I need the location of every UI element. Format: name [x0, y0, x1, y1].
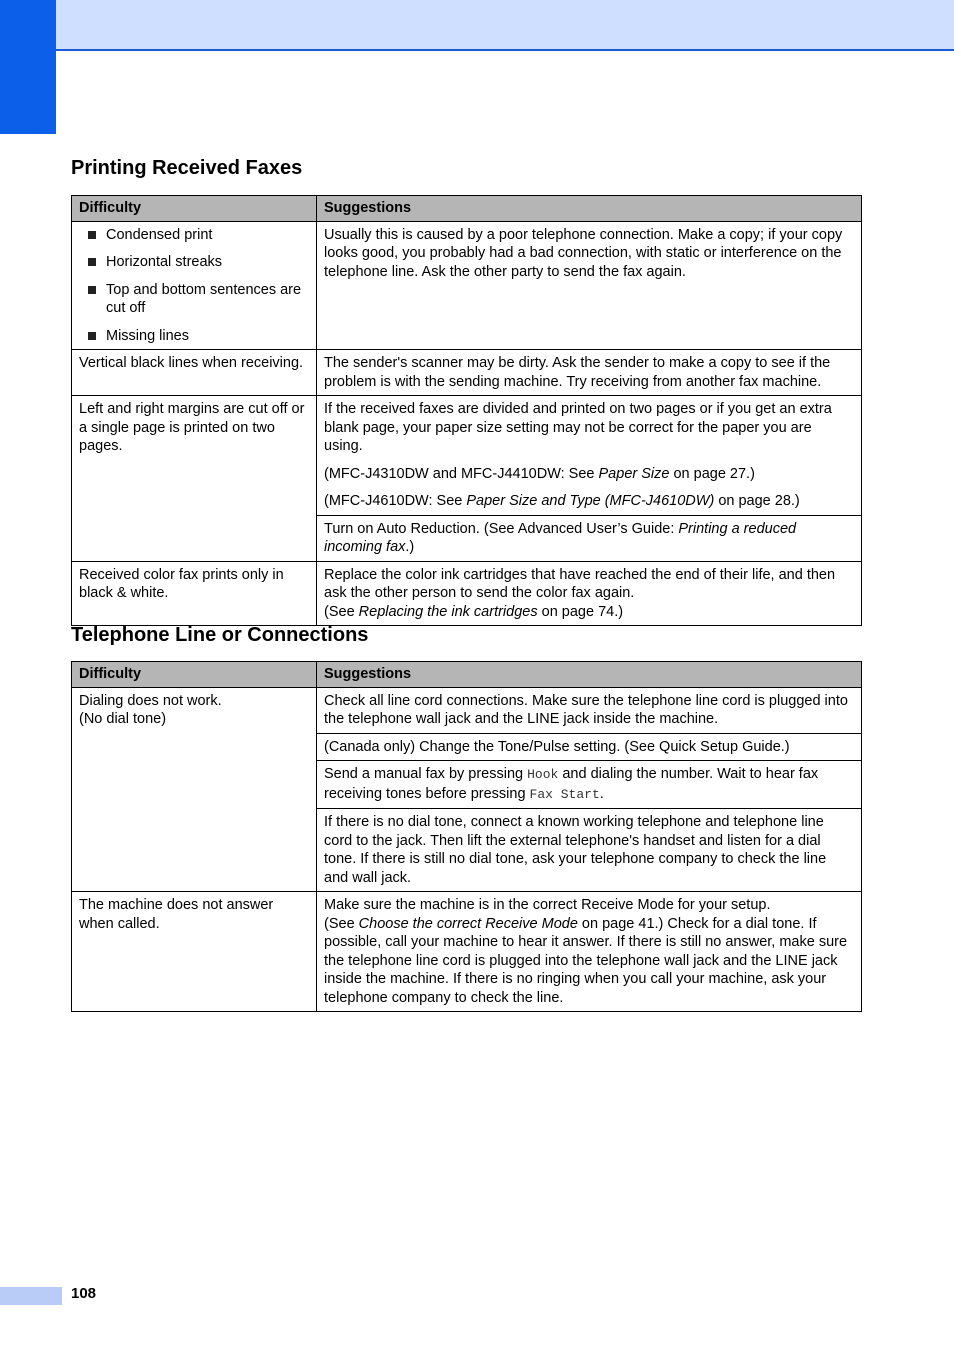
suggestion-cell: Usually this is caused by a poor telephone connection. Make a copy; if your copy looks good, you probably had a bad connection, with static or interference on the telephone line. Ask the other party to send the fax again.	[317, 221, 862, 350]
suggestion-cell: Make sure the machine is in the correct Receive Mode for your setup. (See Choose the correct Receive Mode on page 41.) Check for a dial tone. If possible, call your machine to hear it answer. If there is still no answer, make sure the telephone line cord is plugged into the telephone wall jack and the LINE jack inside the machine. If there is no ringing when you call your machine, ask your telephone company to check the line.	[317, 892, 862, 1012]
table-header-row	[72, 662, 862, 688]
cross-reference: Printing a reduced incoming fax	[324, 520, 797, 555]
column-header-suggestions: Suggestions	[317, 662, 862, 688]
table-row	[72, 892, 862, 1012]
suggestion-cell: If there is no dial tone, connect a known working telephone and telephone line cord to the jack. Then lift the external telephone's handset and listen for a dial tone. If there is still no dial tone, ask your telephone company to check the line and wall jack.	[317, 809, 862, 892]
square-bullet-icon	[88, 286, 96, 294]
suggestion-cell: Turn on Auto Reduction. (See Advanced User’s Guide: Printing a reduced incoming fax.)	[317, 515, 862, 561]
list-item: Condensed print	[79, 226, 309, 245]
table-row	[72, 221, 862, 350]
difficulty-cell: Vertical black lines when receiving.	[72, 350, 317, 396]
difficulty-cell: Left and right margins are cut off or a single page is printed on two pages.	[72, 396, 317, 562]
table-row	[72, 350, 862, 396]
suggestion-cell: Check all line cord connections. Make sure the telephone line cord is plugged into the telephone wall jack and the LINE jack inside the machine.	[317, 687, 862, 733]
key-label-fax-start: Fax Start	[529, 786, 600, 802]
chapter-tab	[0, 0, 56, 134]
column-header-difficulty: Difficulty	[72, 196, 317, 222]
difficulty-cell: Received color fax prints only in black & white.	[72, 561, 317, 626]
square-bullet-icon	[88, 231, 96, 239]
list-item: Top and bottom sentences are cut off	[79, 281, 309, 318]
header-band	[0, 0, 954, 51]
suggestion-cell: (Canada only) Change the Tone/Pulse setting. (See Quick Setup Guide.)	[317, 733, 862, 761]
column-header-difficulty: Difficulty	[72, 662, 317, 688]
difficulty-cell: Dialing does not work. (No dial tone)	[72, 687, 317, 892]
suggestion-cell: The sender's scanner may be dirty. Ask the sender to make a copy to see if the problem is with the sending machine. Try receiving from another fax machine.	[317, 350, 862, 396]
cross-reference: Paper Size and Type (MFC-J4610DW)	[466, 493, 715, 509]
section-title-printing: Printing Received Faxes	[71, 157, 303, 179]
table-row	[72, 561, 862, 626]
cross-reference: Paper Size	[598, 465, 670, 482]
table-telephone-line	[71, 661, 862, 1012]
list-item: Missing lines	[79, 327, 309, 346]
difficulty-cell	[72, 221, 317, 350]
column-header-suggestions: Suggestions	[317, 196, 862, 222]
square-bullet-icon	[88, 332, 96, 340]
suggestion-cell: Replace the color ink cartridges that have reached the end of their life, and then ask the other person to send the color fax again. (See Replacing the ink cartridges on page 74.)	[317, 561, 862, 626]
difficulty-cell: The machine does not answer when called.	[72, 892, 317, 1012]
cross-reference: Choose the correct Receive Mode	[358, 915, 578, 932]
difficulty-list	[79, 226, 309, 346]
key-label-hook: Hook	[527, 767, 559, 782]
page-number-band	[0, 1287, 62, 1305]
suggestion-cell: Send a manual fax by pressing Hook and dialing the number. Wait to hear fax receiving tones before pressing Fax Start.	[317, 761, 862, 809]
table-printing-received-faxes	[71, 195, 862, 626]
table-row	[72, 687, 862, 733]
section-title-telephone: Telephone Line or Connections	[71, 624, 369, 646]
table-header-row	[72, 196, 862, 222]
suggestion-cell: If the received faxes are divided and printed on two pages or if you get an extra blank page, your paper size setting may not be correct for the paper you are using. (MFC-J4310DW and MFC-J4410DW: See Paper Size on page 27.) (MFC-J4610DW: See Paper Size and Type (MFC-J4610DW) on page 28.)	[317, 396, 862, 516]
cross-reference: Replacing the ink cartridges	[358, 603, 538, 620]
table-row	[72, 396, 862, 516]
square-bullet-icon	[88, 258, 96, 266]
list-item: Horizontal streaks	[79, 253, 309, 272]
page-number: 108	[71, 1285, 97, 1302]
